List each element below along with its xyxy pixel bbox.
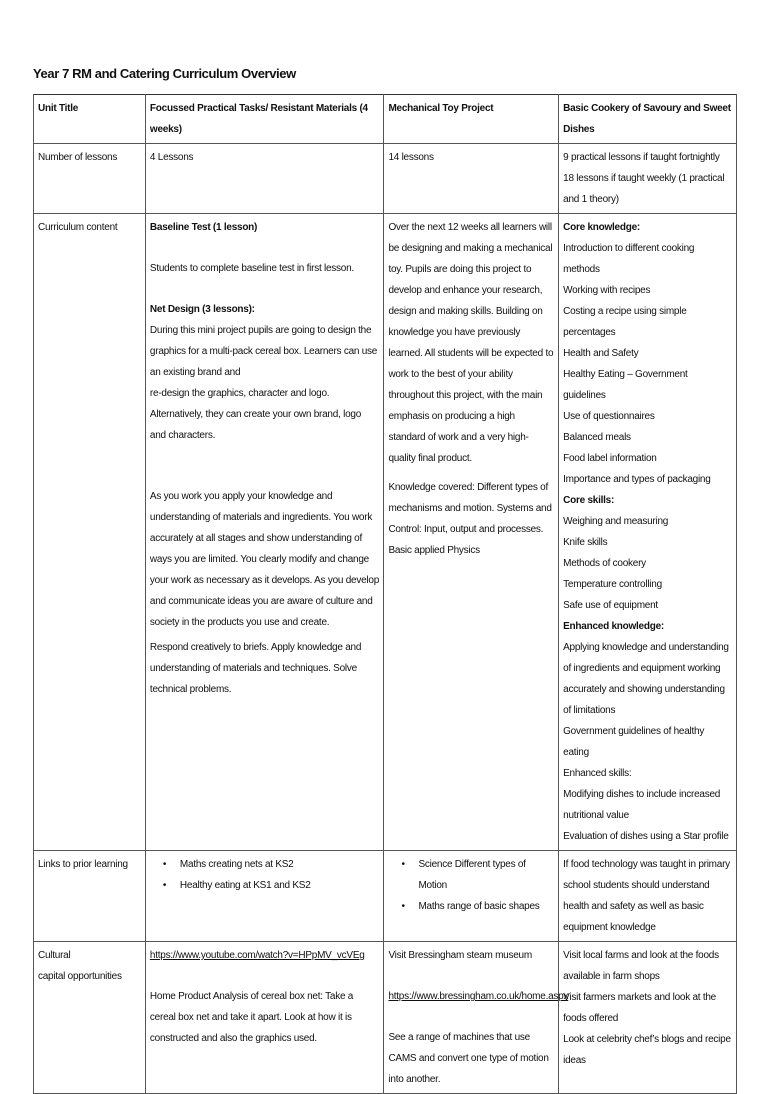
- header-mechanical-toy: Mechanical Toy Project: [384, 95, 559, 144]
- bullet-list: [388, 854, 554, 917]
- paragraph: Students to complete baseline test in first lesson.: [149, 263, 354, 274]
- bressingham-link[interactable]: https://www.bressingham.co.uk/home.aspx: [388, 991, 569, 1002]
- header-row: [34, 95, 737, 144]
- row-cultural-capital: [34, 942, 737, 1094]
- list-item: Temperature controlling: [563, 579, 662, 590]
- list-item: Enhanced skills:: [563, 768, 632, 779]
- youtube-link[interactable]: https://www.youtube.com/watch?v=HPpMV_vcVEg: [149, 950, 365, 961]
- cell-text: [559, 214, 737, 851]
- paragraph: Respond creatively to briefs. Apply knowledge and understanding of materials and techniques. Solve technical problems.: [149, 642, 362, 695]
- section-heading: Core skills:: [563, 495, 615, 506]
- paragraph: Home Product Analysis of cereal box net: Take a cereal box net and take it apart. Look at how it is constructed and also the graphics used.: [149, 991, 354, 1044]
- paragraph: Visit local farms and look at the foods available in farm shops: [563, 950, 719, 982]
- row-links-to-prior-learning: [34, 851, 737, 942]
- section-heading: Baseline Test (1 lesson): [149, 222, 258, 233]
- document-title: Year 7 RM and Catering Curriculum Overview: [33, 66, 296, 81]
- list-item: Modifying dishes to include increased nutritional value: [563, 789, 721, 821]
- curriculum-table: [33, 94, 737, 1094]
- paragraph: Over the next 12 weeks all learners will be designing and making a mechanical toy. Pupils are doing this project to develop and enhance your research, design and making skills. Building on knowledge you have previously learned. All students will be expected to work to the best of your ability throughout this project, with the main emphasis on producing a high standard of work and a very high-quality final product.: [388, 222, 554, 464]
- bullet-list: [150, 854, 380, 896]
- row-label: Number of lessons: [34, 144, 146, 214]
- row-curriculum-content: [34, 214, 737, 851]
- header-unit-title: Unit Title: [34, 95, 146, 144]
- row-label-line: Cultural: [38, 950, 71, 961]
- row-label: [34, 942, 146, 1094]
- list-item: Methods of cookery: [563, 558, 646, 569]
- cell-line: 18 lessons if taught weekly (1 practical and 1 theory): [563, 173, 725, 205]
- paragraph: Visit Bressingham steam museum: [388, 950, 532, 961]
- cell-text: 4 Lessons: [145, 144, 384, 214]
- row-label: Links to prior learning: [34, 851, 146, 942]
- section-heading: Core knowledge:: [563, 222, 640, 233]
- cell-text: [145, 942, 384, 1094]
- cell-line: 9 practical lessons if taught fortnightly: [563, 152, 720, 163]
- paragraph: Look at celebrity chef’s blogs and recipe ideas: [563, 1034, 731, 1066]
- cell-text: [145, 851, 384, 942]
- list-item: Knife skills: [563, 537, 608, 548]
- bullet-item: • Healthy eating at KS1 and KS2: [180, 875, 380, 896]
- bullet-item: • Maths creating nets at KS2: [180, 854, 380, 875]
- list-item: Weighing and measuring: [563, 516, 669, 527]
- cell-text: [559, 942, 737, 1094]
- cell-text: If food technology was taught in primary school students should understand health and safety as well as basic equipment knowledge: [559, 851, 737, 942]
- header-basic-cookery: Basic Cookery of Savoury and Sweet Dishes: [559, 95, 737, 144]
- cell-text: 14 lessons: [384, 144, 559, 214]
- paragraph: re-design the graphics, character and logo. Alternatively, they can create your own brand, logo and characters.: [149, 388, 361, 441]
- row-number-of-lessons: [34, 144, 737, 214]
- cell-text: [384, 851, 559, 942]
- list-item: Government guidelines of healthy eating: [563, 726, 705, 758]
- list-item: Health and Safety: [563, 348, 639, 359]
- header-focussed-tasks: Focussed Practical Tasks/ Resistant Materials (4 weeks): [145, 95, 384, 144]
- row-label: Curriculum content: [34, 214, 146, 851]
- paragraph: Visit farmers markets and look at the foods offered: [563, 992, 716, 1024]
- list-item: Evaluation of dishes using a Star profile: [563, 831, 729, 842]
- list-item: Healthy Eating – Government guidelines: [563, 369, 688, 401]
- list-item: Food label information: [563, 453, 657, 464]
- bullet-item: • Maths range of basic shapes: [418, 896, 554, 917]
- paragraph: During this mini project pupils are going to design the graphics for a multi-pack cereal box. Learners can use an existing brand and: [149, 325, 378, 378]
- cell-text: [559, 144, 737, 214]
- paragraph: See a range of machines that use CAMS and convert one type of motion into another.: [388, 1032, 549, 1085]
- list-item: Applying knowledge and understanding of ingredients and equipment working accurately and showing understanding of limitations: [563, 642, 729, 716]
- list-item: Use of questionnaires: [563, 411, 655, 422]
- paragraph: Knowledge covered: Different types of mechanisms and motion. Systems and Control: Input, output and processes. Basic applied Physics: [388, 482, 552, 556]
- list-item: Introduction to different cooking methods: [563, 243, 695, 275]
- list-item: Importance and types of packaging: [563, 474, 711, 485]
- list-item: Balanced meals: [563, 432, 631, 443]
- paragraph: As you work you apply your knowledge and understanding of materials and ingredients. You work accurately at all stages and show understanding of ways you are limited. You clearly modify and change your work as necessary as it develops. As you develop and communicate ideas you are aware of culture and society in the products you use and create.: [149, 491, 380, 628]
- section-heading: Net Design (3 lessons):: [149, 304, 255, 315]
- list-item: Safe use of equipment: [563, 600, 658, 611]
- cell-text: [145, 214, 384, 851]
- list-item: Costing a recipe using simple percentages: [563, 306, 687, 338]
- list-item: Working with recipes: [563, 285, 651, 296]
- bullet-item: • Science Different types of Motion: [418, 854, 554, 896]
- cell-text: [384, 214, 559, 851]
- section-heading: Enhanced knowledge:: [563, 621, 664, 632]
- cell-text: [384, 942, 569, 1094]
- row-label-line: capital opportunities: [38, 971, 122, 982]
